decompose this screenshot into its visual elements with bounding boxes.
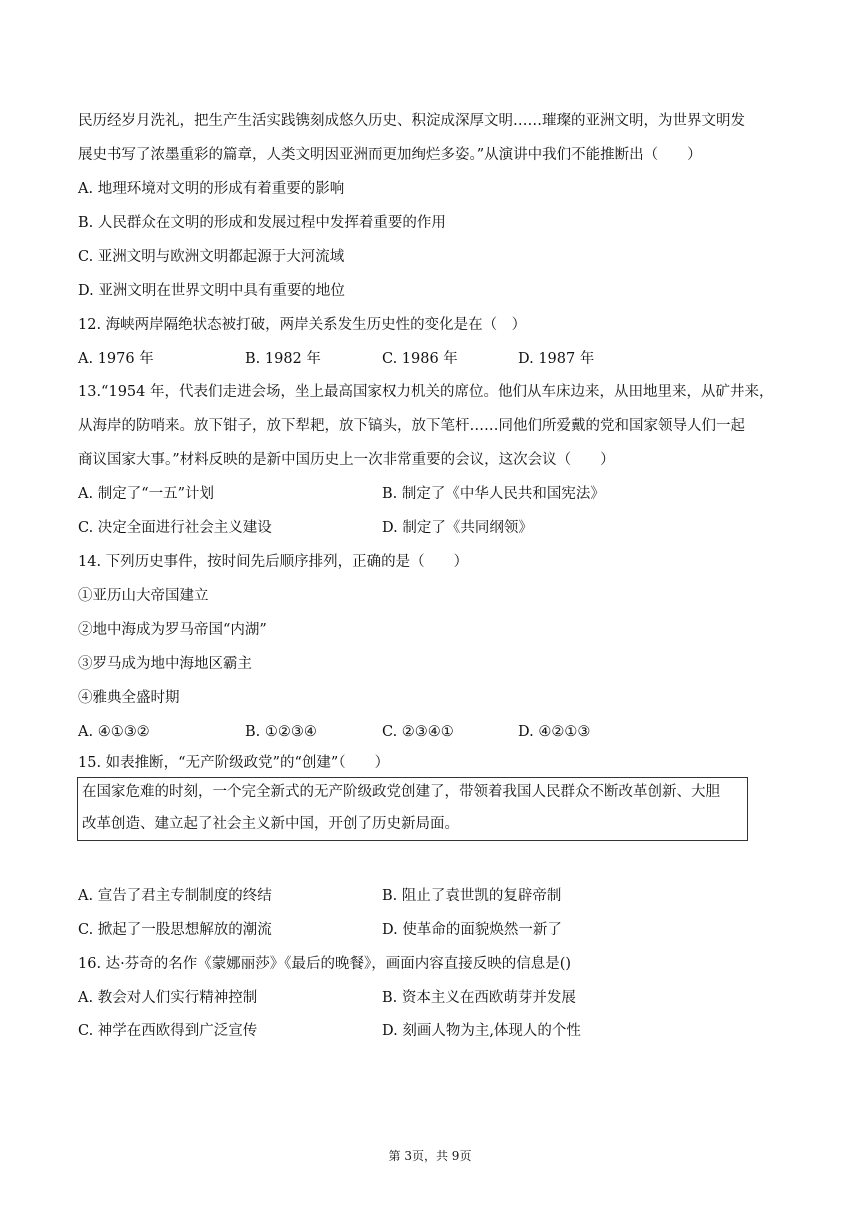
q14-item-4: ④雅典全盛时期 xyxy=(78,690,180,706)
q13-stem-line3: 商议国家大事。”材料反映的是新中国历史上一次非常重要的会议，这次会议（ ） xyxy=(78,452,615,468)
q15-box-line2: 改革创造、建立起了社会主义新中国，开创了历史新局面。 xyxy=(82,816,459,832)
q15-stem: 15. 如表推断，“无产阶级政党”的“创建”（ ） xyxy=(78,755,390,771)
q11-option-d: D. 亚洲文明在世界文明中具有重要的地位 xyxy=(78,283,345,299)
q12-option-a: A. 1976 年 xyxy=(78,351,154,367)
page-footer: 第 3页，共 9页 xyxy=(388,1149,472,1163)
q13-stem-line2: 从海岸的防哨来。放下钳子，放下犁耙，放下镐头，放下笔杆……同他们所爱戴的党和国家领导人们一起 xyxy=(78,418,745,434)
q16-option-a: A. 教会对人们实行精神控制 xyxy=(78,990,258,1006)
q14-option-d: D. ④②①③ xyxy=(518,724,591,740)
q15-option-d: D. 使革命的面貌焕然一新了 xyxy=(382,922,562,938)
q11-option-c: C. 亚洲文明与欧洲文明都起源于大河流域 xyxy=(78,249,345,265)
q11-option-b: B. 人民群众在文明的形成和发展过程中发挥着重要的作用 xyxy=(78,215,446,231)
q13-option-a: A. 制定了“一五”计划 xyxy=(78,486,215,502)
q13-option-c: C. 决定全面进行社会主义建设 xyxy=(78,520,272,536)
q11-text-line1: 民历经岁月洗礼，把生产生活实践镌刻成悠久历史、积淀成深厚文明……璀璨的亚洲文明，为世界文明发 xyxy=(78,113,745,129)
q14-item-1: ①亚历山大帝国建立 xyxy=(78,588,209,604)
q11-text-line2: 展史书写了浓墨重彩的篇章，人类文明因亚洲而更加绚烂多姿。”从演讲中我们不能推断出（ ） xyxy=(78,147,702,163)
q15-option-a: A. 宣告了君主专制制度的终结 xyxy=(78,888,272,904)
q15-box-line1: 在国家危难的时刻，一个完全新式的无产阶级政党创建了，带领着我国人民群众不断改革创新、大胆 xyxy=(82,784,720,800)
q16-option-c: C. 神学在西欧得到广泛宣传 xyxy=(78,1023,258,1039)
q11-option-a: A. 地理环境对文明的形成有着重要的影响 xyxy=(78,181,345,197)
q14-item-2: ②地中海成为罗马帝国“内湖” xyxy=(78,622,267,638)
q13-stem-line1: 13.“1954 年，代表们走进会场，坐上最高国家权力机关的席位。他们从车床边来，从田地里来，从矿井来， xyxy=(78,384,774,400)
q15-material-box xyxy=(77,777,748,841)
q14-option-a: A. ④①③② xyxy=(78,724,150,740)
q14-stem: 14. 下列历史事件，按时间先后顺序排列，正确的是（ ） xyxy=(78,554,469,570)
q15-option-b: B. 阻止了袁世凯的复辟帝制 xyxy=(382,888,562,904)
q16-option-d: D. 刻画人物为主,体现人的个性 xyxy=(382,1023,581,1039)
q12-option-d: D. 1987 年 xyxy=(518,351,595,367)
q14-option-c: C. ②③④① xyxy=(382,724,454,740)
q16-option-b: B. 资本主义在西欧萌芽并发展 xyxy=(382,990,576,1006)
q13-option-d: D. 制定了《共同纲领》 xyxy=(382,520,533,536)
q15-option-c: C. 掀起了一股思想解放的潮流 xyxy=(78,922,272,938)
q14-item-3: ③罗马成为地中海地区霸主 xyxy=(78,656,252,672)
q12-stem: 12. 海峡两岸隔绝状态被打破，两岸关系发生历史性的变化是在（ ） xyxy=(78,317,527,333)
q16-stem: 16. 达·芬奇的名作《蒙娜丽莎》《最后的晚餐》，画面内容直接反映的信息是() xyxy=(78,956,572,972)
q12-option-b: B. 1982 年 xyxy=(245,351,321,367)
q14-option-b: B. ①②③④ xyxy=(245,724,317,740)
q13-option-b: B. 制定了《中华人民共和国宪法》 xyxy=(382,486,605,502)
q12-option-c: C. 1986 年 xyxy=(382,351,458,367)
